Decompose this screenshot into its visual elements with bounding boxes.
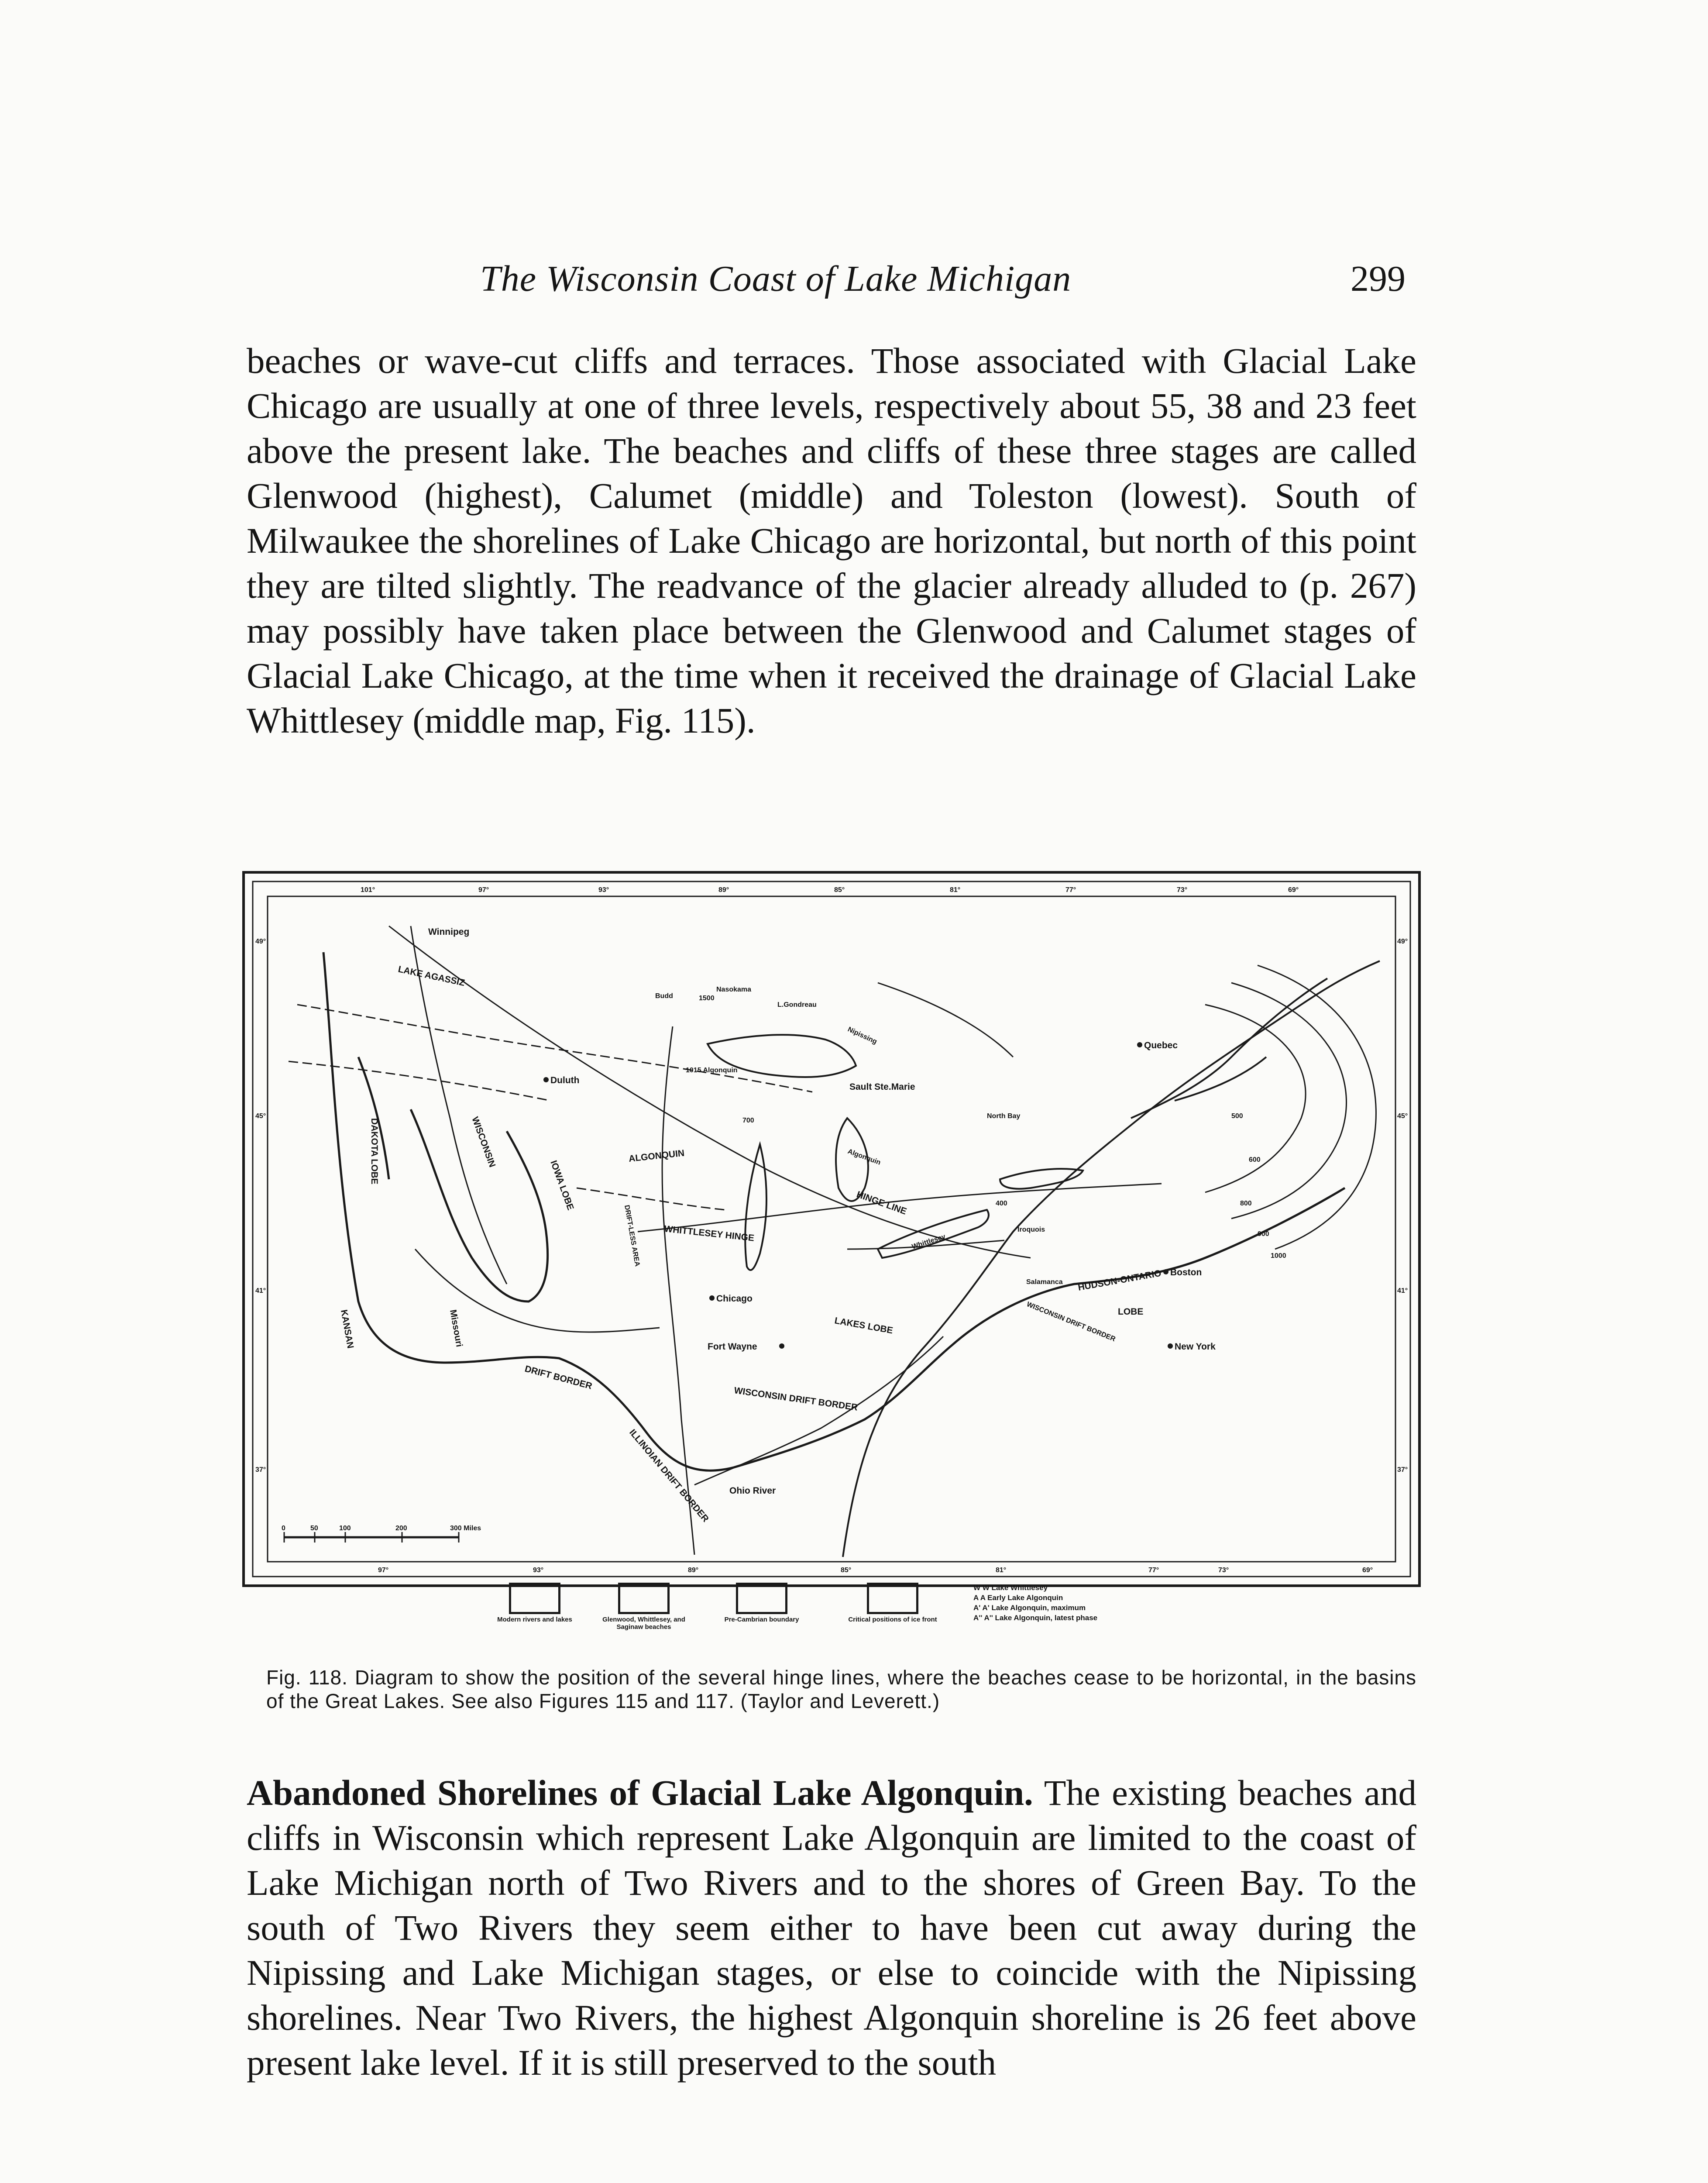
ice-front-3 [577, 1188, 725, 1210]
lon-top-93: 93° [598, 886, 609, 894]
lon-top-73: 73° [1177, 886, 1188, 894]
top-longitude-labels [361, 886, 1299, 894]
label-lobe: LOBE [1118, 1307, 1144, 1317]
page-header [480, 258, 1406, 310]
label-contour-800: 800 [1240, 1200, 1252, 1207]
lat-37-right: 37° [1397, 1466, 1408, 1474]
lon-top-101: 101° [361, 886, 375, 894]
label-driftless-area: DRIFT-LESS AREA [623, 1204, 641, 1267]
legend-item-boundary [711, 1583, 812, 1623]
lat-37: 37° [255, 1466, 266, 1474]
drift-border [323, 952, 1345, 1470]
paragraph-text: beaches or wave-cut cliffs and terraces. Those associated with Glacial Lake Chicago are usually at one of three levels, respectively about 55, 38 and 23 feet above the present lake. The beaches and cliffs of these three stages are called Glenwood (highest), Calumet (middle) and Toleston (lowest). South of Milwaukee the shorelines of Lake Chicago are horizontal, but north of this point they are tilted slightly. The readvance of the glacier already alluded to (p. 267) may possibly have taken place between the Glenwood and Calumet stages of Glacial Lake Chicago, at the time when it received the drainage of Glacial Lake Whittlesey (middle map, Fig. 115). [247, 341, 1416, 740]
scale-label-50: 50 [310, 1525, 318, 1532]
lon-bottom-97: 97° [378, 1567, 389, 1574]
label-iroquois: Iroquois [1017, 1226, 1045, 1233]
label-whittlesey: Whittlesey [911, 1233, 947, 1251]
lon-top-85: 85° [834, 886, 845, 894]
lon-bottom-81: 81° [996, 1567, 1007, 1574]
label-iowa-lobe: IOWA LOBE [548, 1159, 576, 1212]
bottom-longitude-labels [378, 1567, 1373, 1574]
lon-bottom-85: 85° [841, 1567, 852, 1574]
isobase-4 [878, 983, 1013, 1057]
city-dot-fort-wayne [779, 1343, 784, 1349]
label-budd: Budd [655, 992, 673, 1000]
label-nipissing: Nipissing [846, 1026, 878, 1046]
city-dot-duluth [543, 1077, 549, 1082]
legend-key: A A Early Lake Algonquin [973, 1594, 1063, 1602]
lon-bottom-93: 93° [533, 1567, 544, 1574]
lat-41: 41° [255, 1287, 266, 1295]
body-paragraph-1 [247, 338, 1416, 743]
legend-label: Glenwood, Whittlesey, and Saginaw beaches [602, 1616, 685, 1631]
label-new-york: New York [1175, 1342, 1216, 1352]
ice-front-2 [289, 1061, 550, 1101]
label-whittlesey-hinge: WHITTLESEY HINGE [663, 1224, 755, 1243]
lat-41-right: 41° [1397, 1287, 1408, 1295]
lon-bottom-73: 73° [1218, 1567, 1229, 1574]
label-hudson-ontario: HUDSON-ONTARIO [1077, 1268, 1162, 1293]
label-hinge-line: HINGE LINE [855, 1189, 908, 1217]
label-lake-agassiz: LAKE AGASSIZ [397, 964, 466, 988]
lon-top-81: 81° [950, 886, 961, 894]
lat-45-right: 45° [1397, 1112, 1408, 1120]
label-wisconsin-drift-border: WISCONSIN DRIFT BORDER [1025, 1300, 1117, 1343]
label-wisconsin-vertical: WISCONSIN [470, 1115, 498, 1169]
scale-bar [282, 1525, 481, 1543]
label-fort-wayne: Fort Wayne [708, 1342, 757, 1352]
label-north-bay: North Bay [987, 1112, 1021, 1120]
lon-top-89: 89° [718, 886, 729, 894]
lat-45: 45° [255, 1112, 266, 1120]
label-lower-wisconsin-drift: WISCONSIN DRIFT BORDER [733, 1385, 859, 1413]
label-algonquin-2: Algonquin [846, 1147, 882, 1167]
label-boston: Boston [1170, 1267, 1202, 1277]
scale-label-200: 200 [395, 1525, 407, 1532]
lat-49: 49° [255, 938, 266, 945]
legend-key: A' A' Lake Algonquin, maximum [973, 1604, 1086, 1612]
legend-item-ice-front [842, 1583, 943, 1623]
ohio-river [694, 1336, 943, 1485]
lake-erie [878, 1210, 989, 1258]
label-nasokama: Nasokama [716, 986, 752, 993]
label-sault: Sault Ste.Marie [849, 1082, 915, 1092]
label-lakes-lobe: LAKES LOBE [834, 1315, 894, 1336]
scale-label-100: 100 [339, 1525, 351, 1532]
label-algonquin-1: 1015 Algonquin [686, 1067, 738, 1074]
legend-label: Modern rivers and lakes [497, 1616, 572, 1623]
section-heading: Abandoned Shorelines of Glacial Lake Algonquin. [247, 1773, 1033, 1813]
label-contour-1000: 1000 [1271, 1252, 1286, 1260]
legend-label: Critical positions of ice front [848, 1616, 937, 1623]
legend-swatch-boundary [736, 1583, 787, 1614]
page-number: 299 [1351, 258, 1406, 299]
lon-bottom-69: 69° [1362, 1567, 1373, 1574]
wisconsin-drift-border [323, 952, 1345, 1470]
label-contour-1500: 1500 [699, 995, 715, 1002]
lon-top-69: 69° [1288, 886, 1299, 894]
isobase-1 [1205, 1005, 1306, 1192]
body-paragraph-2 [247, 1770, 1416, 2085]
latitude-labels [255, 938, 1408, 1474]
label-algonquin-hinge: ALGONQUIN [628, 1148, 685, 1164]
figure-caption: Fig. 118. Diagram to show the position of the several hinge lines, where the beaches cease to be horizontal, in the basins of the Great Lakes. See also Figures 115 and 117. (Taylor and Leverett.) [266, 1666, 1416, 1712]
atlantic-coast [843, 961, 1380, 1557]
isobase-2 [1231, 983, 1347, 1219]
legend-keys [973, 1583, 1097, 1623]
label-ohio-river: Ohio River [729, 1486, 776, 1496]
label-chicago: Chicago [716, 1294, 753, 1304]
label-contour-600: 600 [1249, 1156, 1261, 1164]
isobase-lines [878, 965, 1376, 1249]
label-dakota-lobe: DAKOTA LOBE [369, 1118, 379, 1184]
label-contour-700: 700 [742, 1117, 754, 1124]
lake-ontario [1000, 1169, 1083, 1189]
legend-item-rivers [485, 1583, 585, 1623]
city-dot-quebec [1137, 1042, 1142, 1047]
ice-front-lines [289, 1005, 812, 1210]
lon-bottom-89: 89° [688, 1567, 699, 1574]
label-illinoian-drift-border: ILLINOIAN DRIFT BORDER [627, 1427, 711, 1524]
label-l-gondreau: L.Gondreau [777, 1001, 817, 1009]
lon-bottom-77: 77° [1148, 1567, 1159, 1574]
st-lawrence-south [1175, 1057, 1266, 1101]
figure-legend [485, 1583, 1227, 1648]
label-drift-border: DRIFT BORDER [523, 1364, 593, 1391]
section-text: The existing beaches and cliffs in Wisconsin which represent Lake Algonquin are limited to the coast of Lake Michigan north of Two Rivers and to the shores of Green Bay. To the south of Two Rivers they seem either to have been cut away during the Nipissing and Lake Michigan stages, or else to coincide with the Nipissing shorelines. Near Two Rivers, the highest Algonquin shoreline is 26 feet above present lake level. If it is still preserved to the south [247, 1773, 1416, 2083]
figure-map [242, 871, 1421, 1587]
legend-label: Pre-Cambrian boundary [724, 1616, 799, 1623]
label-duluth: Duluth [550, 1075, 580, 1085]
legend-key: W W Lake Whittlesey [973, 1584, 1048, 1592]
legend-key: A'' A'' Lake Algonquin, latest phase [973, 1614, 1098, 1622]
label-quebec: Quebec [1144, 1040, 1178, 1050]
lon-top-77: 77° [1065, 886, 1076, 894]
label-missouri: Missouri [448, 1308, 464, 1348]
label-winnipeg: Winnipeg [428, 927, 470, 937]
legend-swatch-rivers [509, 1583, 560, 1614]
legend-swatch-beaches [618, 1583, 670, 1614]
scale-label-300: 300 Miles [450, 1525, 481, 1532]
city-dot-new-york [1168, 1343, 1173, 1349]
city-dot-boston [1163, 1269, 1168, 1274]
lon-top-97: 97° [478, 886, 489, 894]
legend-item-beaches [594, 1583, 694, 1631]
scale-label-0: 0 [282, 1525, 285, 1532]
section-paragraph [247, 1770, 1416, 2085]
legend-swatch-ice-front [867, 1583, 918, 1614]
city-dot-chicago [709, 1295, 715, 1301]
running-title: The Wisconsin Coast of Lake Michigan [480, 258, 1072, 299]
label-contour-900: 900 [1258, 1230, 1269, 1238]
label-contour-500: 500 [1231, 1112, 1243, 1120]
label-contour-400: 400 [996, 1200, 1007, 1207]
label-salamanca: Salamanca [1026, 1278, 1063, 1286]
isobase-3 [1258, 965, 1376, 1249]
label-kansan: KANSAN [339, 1308, 356, 1350]
lat-49-right: 49° [1397, 938, 1408, 945]
